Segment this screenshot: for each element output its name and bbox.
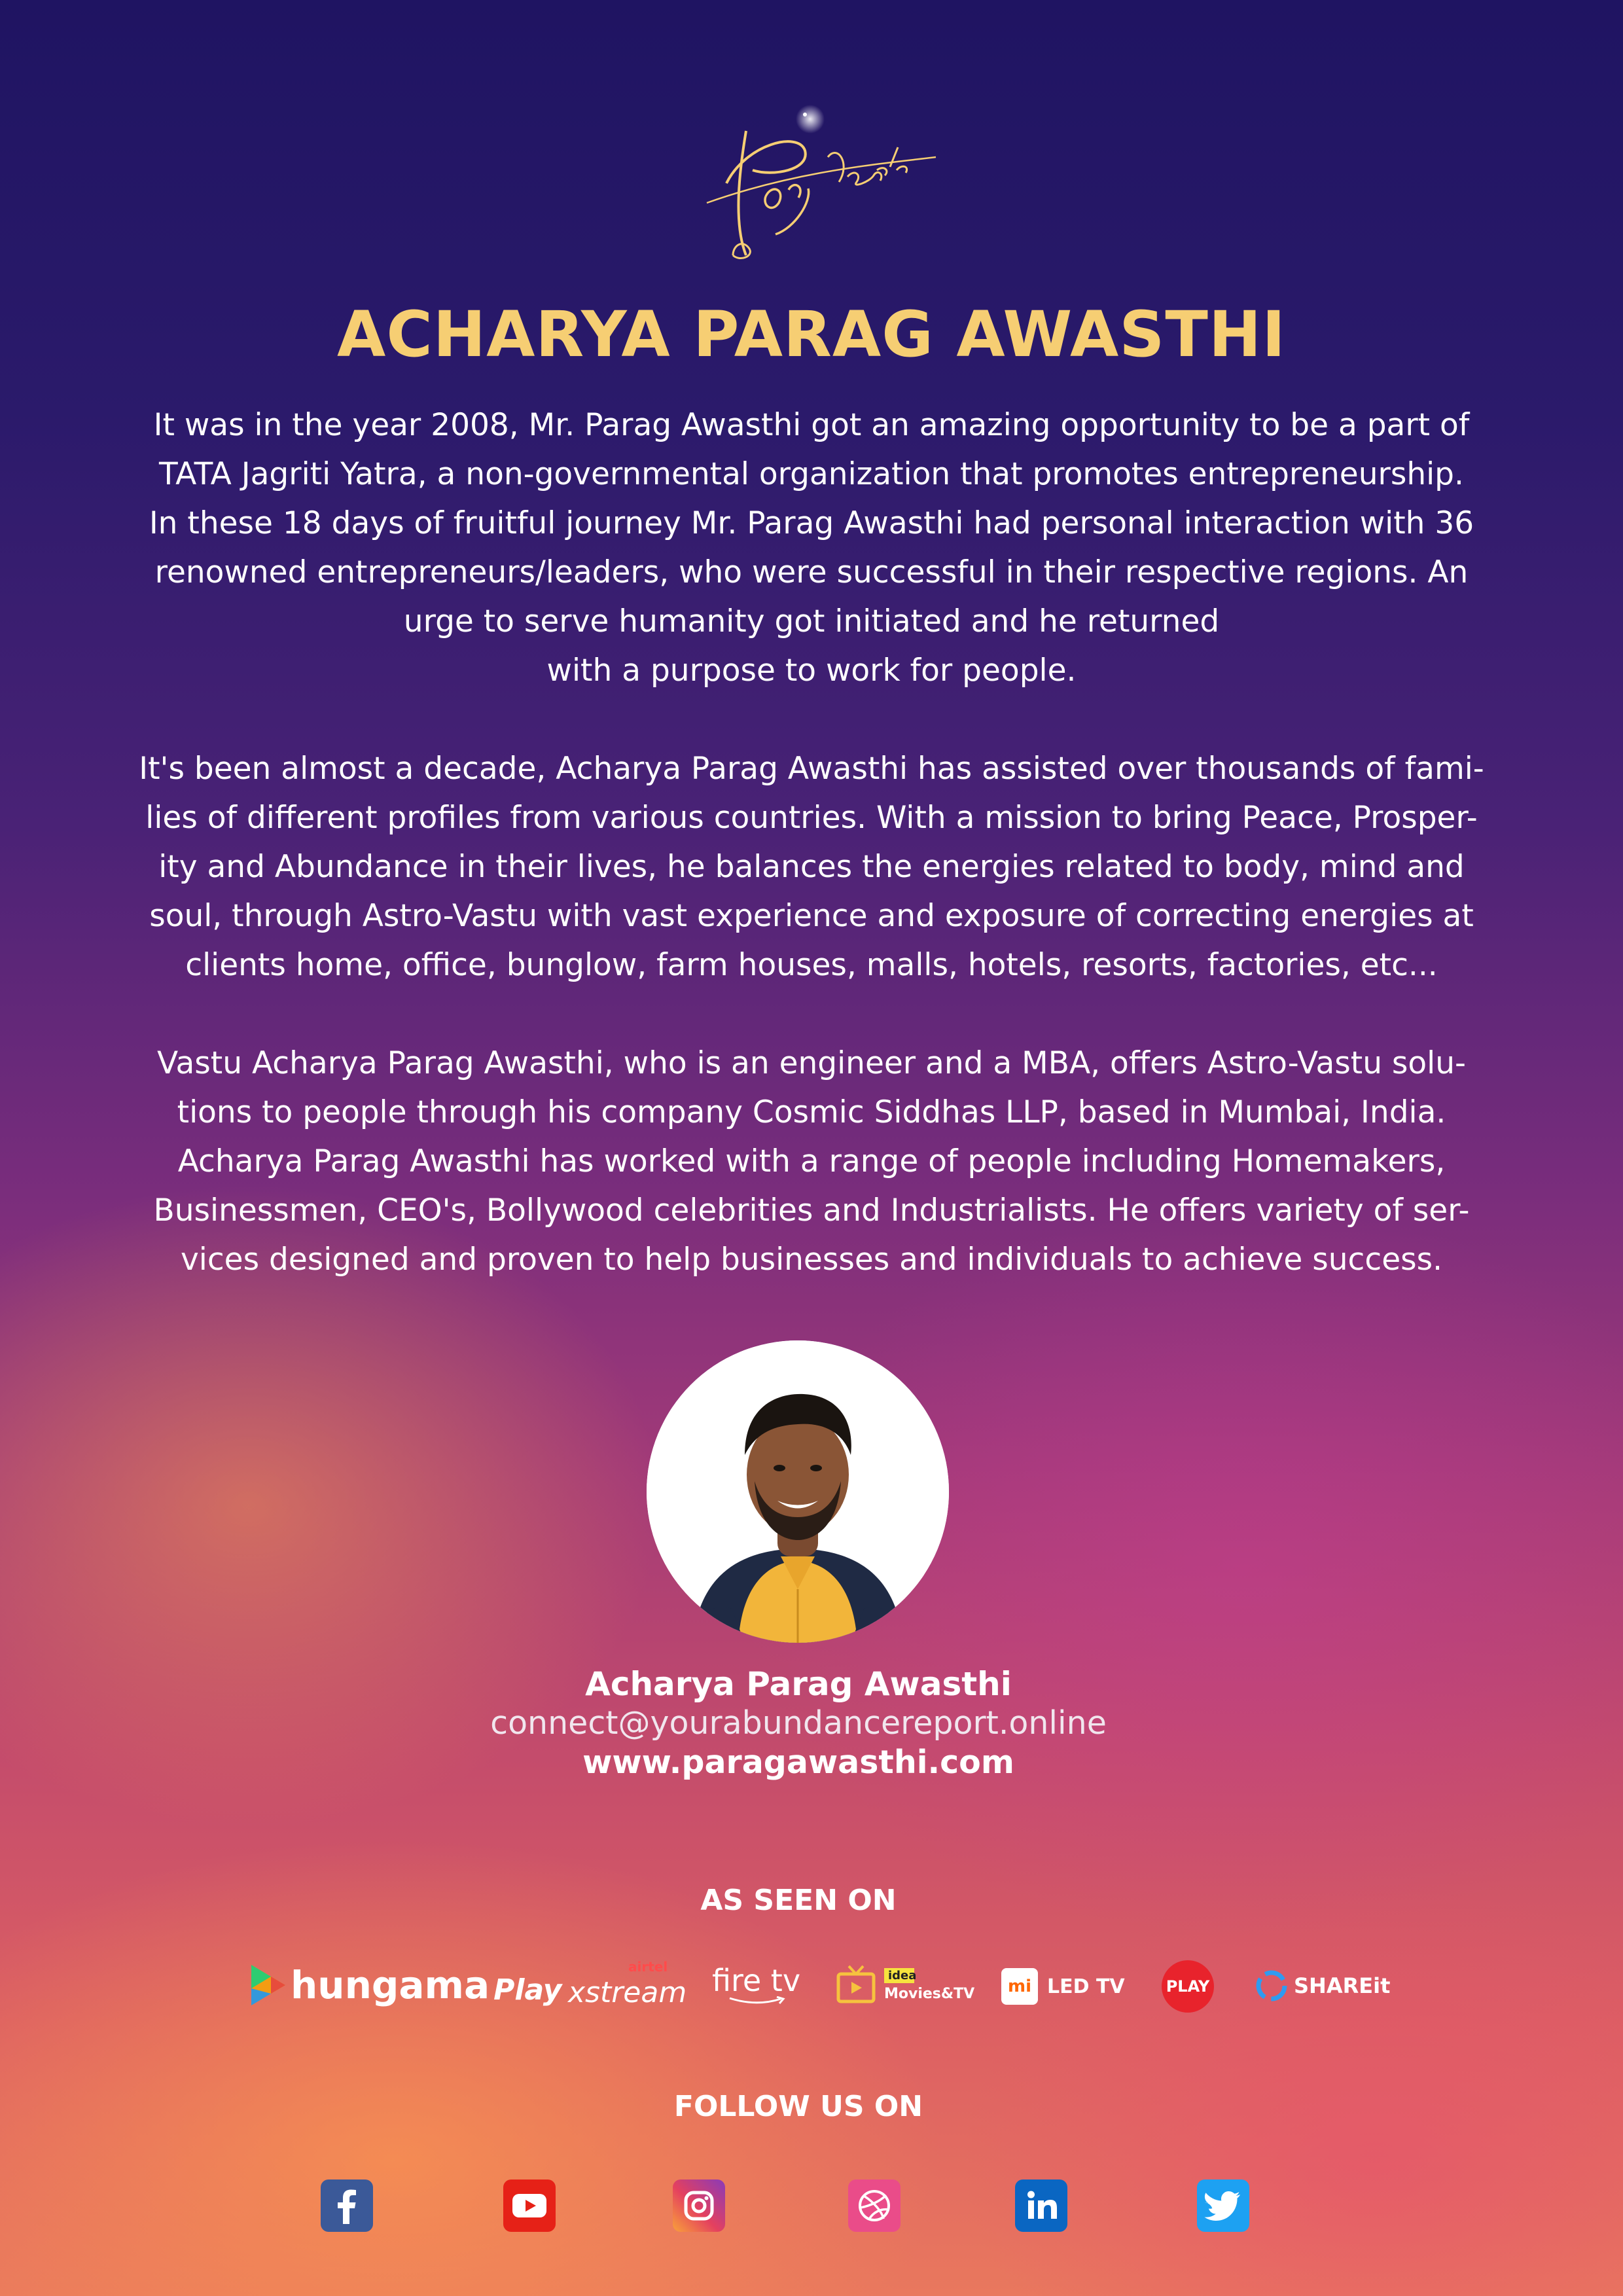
- website-link[interactable]: www.paragawasthi.com: [582, 1744, 1014, 1781]
- hungama-play-icon: [247, 1962, 288, 2008]
- idea-movies-wordmark: Movies&TV: [884, 1986, 975, 2002]
- airtel-xstream-logo: [568, 1959, 687, 2011]
- page-title: ACHARYA PARAG AWASTHI: [337, 298, 1286, 371]
- bio-line: Acharya Parag Awasthi has worked with a range of people including Homemakers,: [177, 1143, 1446, 1179]
- as-seen-on-heading: AS SEEN ON: [700, 1884, 897, 1917]
- idea-badge: idea: [884, 1968, 914, 1983]
- firetv-logo: [712, 1959, 800, 2011]
- instagram-icon[interactable]: [673, 2179, 725, 2232]
- hungama-play-wordmark: Play: [493, 1973, 562, 2007]
- dribbble-icon[interactable]: [848, 2179, 901, 2232]
- bio-line: It's been almost a decade, Acharya Parag Awasthi has assisted over thousands of fami-: [139, 751, 1484, 787]
- linkedin-icon[interactable]: [1015, 2179, 1067, 2232]
- play-wordmark: PLAY: [1166, 1977, 1210, 1996]
- bio-paragraph-3: [98, 1039, 1525, 1284]
- bio-line: TATA Jagriti Yatra, a non-governmental organization that promotes entrepreneurship.: [159, 456, 1464, 492]
- contact-name: Acharya Parag Awasthi: [585, 1665, 1012, 1703]
- bio-line: tions to people through his company Cosmic Siddhas LLP, based in Mumbai, India.: [177, 1094, 1446, 1130]
- hungama-play-logo: [247, 1959, 562, 2011]
- play-logo: [1162, 1960, 1214, 2013]
- social-links: [0, 2179, 1623, 2232]
- bio-line: clients home, office, bunglow, farm houses, malls, hotels, resorts, factories, etc...: [185, 947, 1438, 983]
- bio-line: with a purpose to work for people.: [546, 653, 1077, 689]
- bio-line: It was in the year 2008, Mr. Parag Awasthi got an amazing opportunity to be a part of: [153, 407, 1470, 443]
- portrait-image: [647, 1340, 949, 1643]
- bio-line: Businessmen, CEO's, Bollywood celebrities and Industrialists. He offers variety of ser-: [153, 1193, 1470, 1229]
- bio-line: In these 18 days of fruitful journey Mr. Parag Awasthi had personal interaction with 36: [149, 505, 1474, 541]
- firetv-wordmark: fire tv: [712, 1963, 801, 1998]
- follow-us-heading: FOLLOW US ON: [673, 2090, 923, 2123]
- bio-paragraph-2: [98, 744, 1525, 990]
- bio-line: soul, through Astro-Vastu with vast experience and exposure of correcting energies at: [149, 898, 1474, 934]
- mi-led-wordmark: LED TV: [1047, 1975, 1125, 1998]
- mi-led-tv-logo: [1001, 1967, 1125, 2006]
- bio-line: ity and Abundance in their lives, he balances the energies related to body, mind and: [158, 849, 1465, 885]
- bio-line: lies of different profiles from various countries. With a mission to bring Peace, Prosper-: [145, 800, 1478, 836]
- xstream-wordmark: xstream: [568, 1975, 687, 2009]
- shareit-logo: [1253, 1963, 1390, 2009]
- hungama-wordmark: hungama: [291, 1963, 490, 2007]
- amazon-smile-icon: [727, 1996, 786, 2005]
- bio-paragraph-1: [98, 401, 1525, 695]
- bio-line: renowned entrepreneurs/leaders, who were successful in their respective regions. An: [154, 554, 1469, 590]
- idea-movies-tv-logo: [834, 1960, 974, 2010]
- facebook-icon[interactable]: [321, 2179, 373, 2232]
- mi-badge: mi: [1001, 1968, 1038, 2005]
- avatar: [647, 1340, 949, 1643]
- airtel-label: airtel: [628, 1959, 668, 1975]
- shareit-icon: [1253, 1967, 1290, 2004]
- shareit-wordmark: SHAREit: [1294, 1973, 1391, 1998]
- bio-line: vices designed and proven to help businesses and individuals to achieve success.: [180, 1242, 1443, 1278]
- contact-block: [0, 1664, 1597, 1783]
- tv-screen-icon: [834, 1962, 880, 2008]
- bio-line: urge to serve humanity got initiated and he returned: [403, 603, 1220, 639]
- signature-logo: [668, 105, 942, 275]
- as-seen-on-logos: [0, 1954, 1623, 2019]
- contact-email-link[interactable]: connect@yourabundancereport.online: [490, 1704, 1107, 1742]
- youtube-icon[interactable]: [503, 2179, 556, 2232]
- bio-body: [98, 401, 1525, 1333]
- bio-line: Vastu Acharya Parag Awasthi, who is an engineer and a MBA, offers Astro-Vastu solu-: [157, 1045, 1466, 1081]
- twitter-icon[interactable]: [1197, 2179, 1249, 2232]
